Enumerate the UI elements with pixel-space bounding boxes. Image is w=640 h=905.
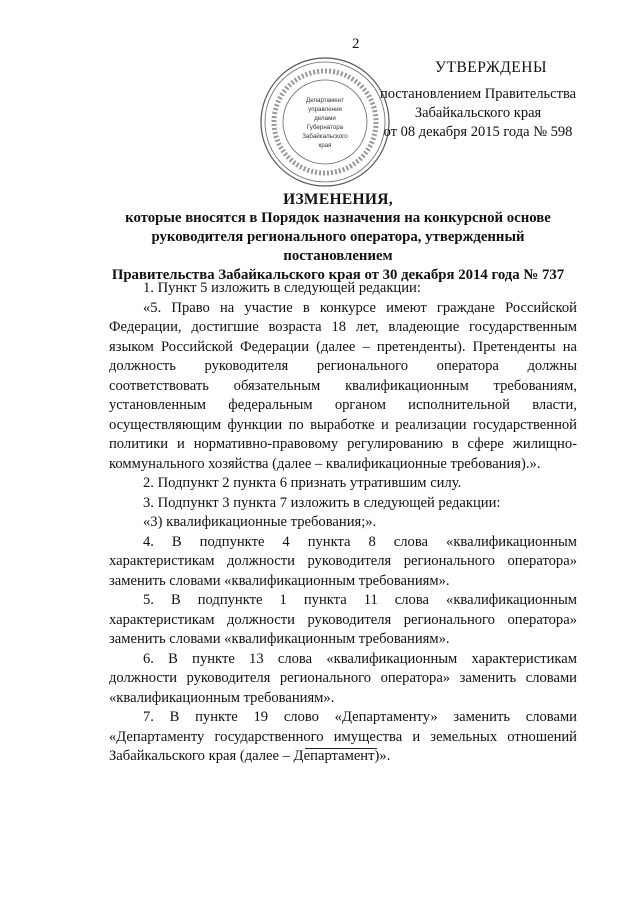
title-line-1: которые вносятся в Порядок назначения на конкурсной основе	[125, 210, 551, 226]
stamp-line-1: Департамент	[306, 97, 344, 104]
title-line-3: Правительства Забайкальского края от 30 декабря 2014 года № 737	[111, 267, 565, 283]
approval-line-3: от 08 декабря 2015 года № 598	[383, 124, 573, 140]
stamp-line-5: Забайкальского	[302, 133, 348, 140]
paragraph-9: 7. В пункте 19 слово «Департаменту» заменить словами «Департаменту государственного имущества и земельных отношений Забайкальского края (далее – Департамент)».	[109, 709, 577, 764]
page-number: 2	[352, 36, 360, 52]
official-stamp	[258, 55, 392, 189]
approval-block	[378, 58, 578, 142]
paragraph-4: 3. Подпункт 3 пункта 7 изложить в следующей редакции:	[143, 494, 501, 511]
title-line-2: руководителя регионального оператора, утвержденный постановлением	[151, 229, 525, 264]
approval-line-1: постановлением Правительства	[379, 86, 577, 102]
approval-line-2: Забайкальского края	[414, 105, 542, 121]
stamp-line-6: края	[318, 142, 332, 149]
approval-heading: УТВЕРЖДЕНЫ	[435, 59, 547, 76]
document-body	[109, 279, 577, 767]
stamp-line-4: Губернатора	[306, 124, 344, 131]
paragraph-6: 4. В подпункте 4 пункта 8 слова «квалификационным характеристикам должности руководителя регионального оператора» заменить словами «квалификационным требованиям».	[109, 533, 577, 589]
paragraph-1: 1. Пункт 5 изложить в следующей редакции:	[143, 280, 421, 296]
document-title	[96, 190, 580, 285]
paragraph-2: «5. Право на участие в конкурсе имеют граждане Российской Федерации, достигшие возраста 18 лет, владеющие государственным языком Российской Федерации (далее – претенденты). Претенденты на должность руководителя регионального оператора должны соответствовать обязательным квалификационным требованиям, установленным федеральным органом исполнительной власти, осуществляющим функции по выработке и реализации государственной политики и нормативно-правовому регулированию в сфере жилищно-коммунального хозяйства (далее – квалификационные требования).».	[109, 299, 577, 472]
paragraph-8: 6. В пункте 13 слова «квалификационным характеристикам должности руководителя регионального оператора» заменить словами «квалификационным требованиям».	[109, 650, 577, 706]
paragraph-3: 2. Подпункт 2 пункта 6 признать утратившим силу.	[143, 475, 462, 491]
end-separator-line	[305, 748, 377, 749]
title-main: ИЗМЕНЕНИЯ,	[283, 191, 393, 208]
stamp-line-3: делами	[314, 115, 336, 122]
stamp-line-2: управления	[308, 106, 342, 113]
paragraph-5: «3) квалификационные требования;».	[143, 514, 377, 530]
paragraph-7: 5. В подпункте 1 пункта 11 слова «квалификационным характеристикам должности руководителя регионального оператора» заменить словами «квалификационным требованиям».	[109, 592, 577, 647]
